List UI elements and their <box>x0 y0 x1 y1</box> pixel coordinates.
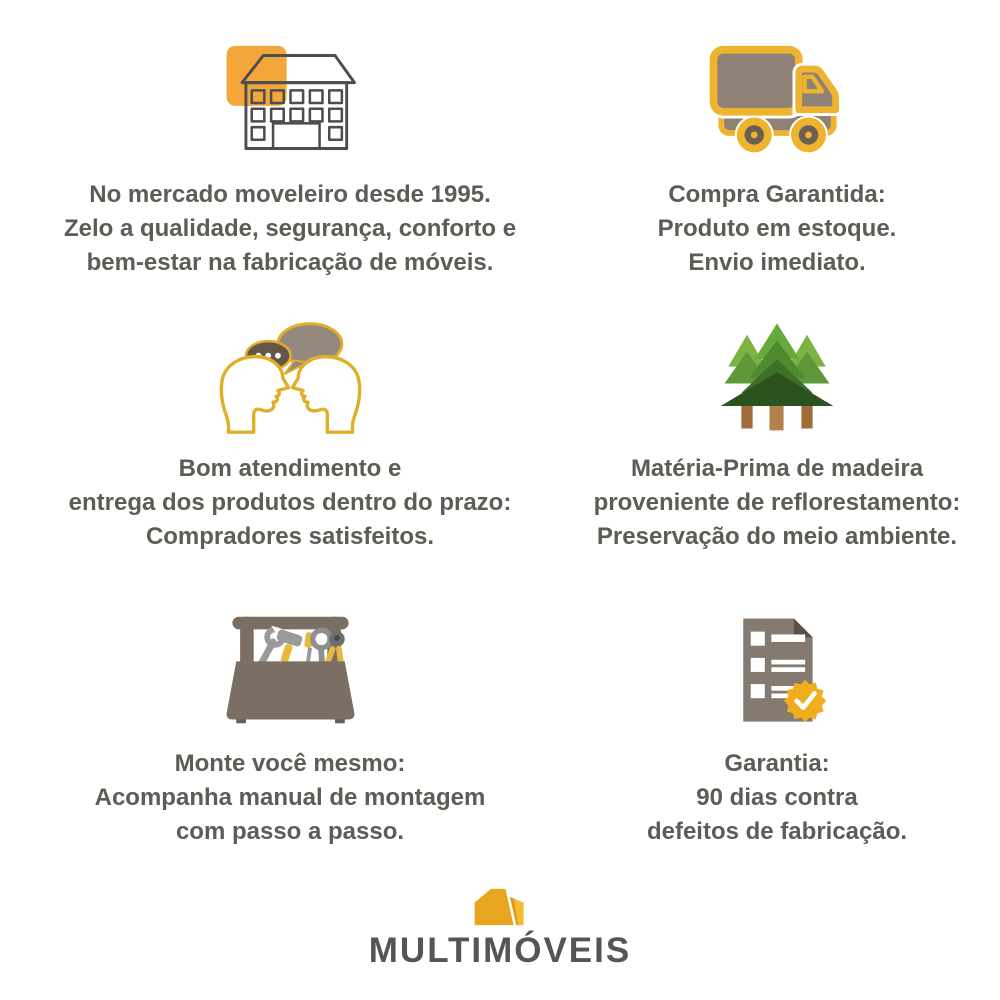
feature-line: Garantia: <box>724 750 830 777</box>
feature-text <box>95 747 486 849</box>
feature-text <box>594 452 961 554</box>
delivery-truck-icon <box>700 42 855 164</box>
feature-line: 90 dias contra <box>696 784 858 811</box>
feature-warranty <box>570 595 1000 870</box>
feature-line: Compradores satisfeitos. <box>145 523 435 550</box>
checklist-icon <box>702 611 852 733</box>
feature-guaranteed-purchase <box>570 0 1000 300</box>
conversation-icon <box>213 316 368 438</box>
feature-line: Zelo a qualidade, segurança, conforto e <box>63 215 517 242</box>
toolbox-icon <box>213 611 368 733</box>
feature-line: bem-estar na fabricação de móveis. <box>86 249 494 276</box>
feature-line: Acompanha manual de montagem <box>94 784 486 811</box>
feature-self-assembly <box>0 595 570 870</box>
multimoveis-logo-mark-icon <box>471 886 529 928</box>
building-icon <box>213 42 368 164</box>
feature-text <box>658 178 897 280</box>
feature-line: No mercado moveleiro desde 1995. <box>89 181 491 208</box>
multimoveis-logo <box>0 870 1000 1000</box>
feature-text <box>64 178 516 280</box>
feature-line: Monte você mesmo: <box>174 750 406 777</box>
feature-line: Preservação do meio ambiente. <box>596 523 958 550</box>
feature-customer-service <box>0 300 570 595</box>
feature-line: Produto em estoque. <box>657 215 897 242</box>
feature-line: Bom atendimento e <box>178 455 402 482</box>
multimoveis-wordmark: MULTIMÓVEIS <box>368 931 632 970</box>
feature-line: entrega dos produtos dentro do prazo: <box>68 489 512 516</box>
feature-line: Compra Garantida: <box>668 181 886 208</box>
feature-line: proveniente de reflorestamento: <box>593 489 961 516</box>
feature-line: Envio imediato. <box>688 249 866 276</box>
feature-text <box>647 747 907 849</box>
feature-line: com passo a passo. <box>175 818 405 845</box>
feature-line: defeitos de fabricação. <box>646 818 908 845</box>
feature-text <box>69 452 512 554</box>
pine-trees-icon <box>702 316 852 438</box>
feature-raw-material <box>570 300 1000 595</box>
feature-line: Matéria-Prima de madeira <box>630 455 924 482</box>
feature-market-history <box>0 0 570 300</box>
